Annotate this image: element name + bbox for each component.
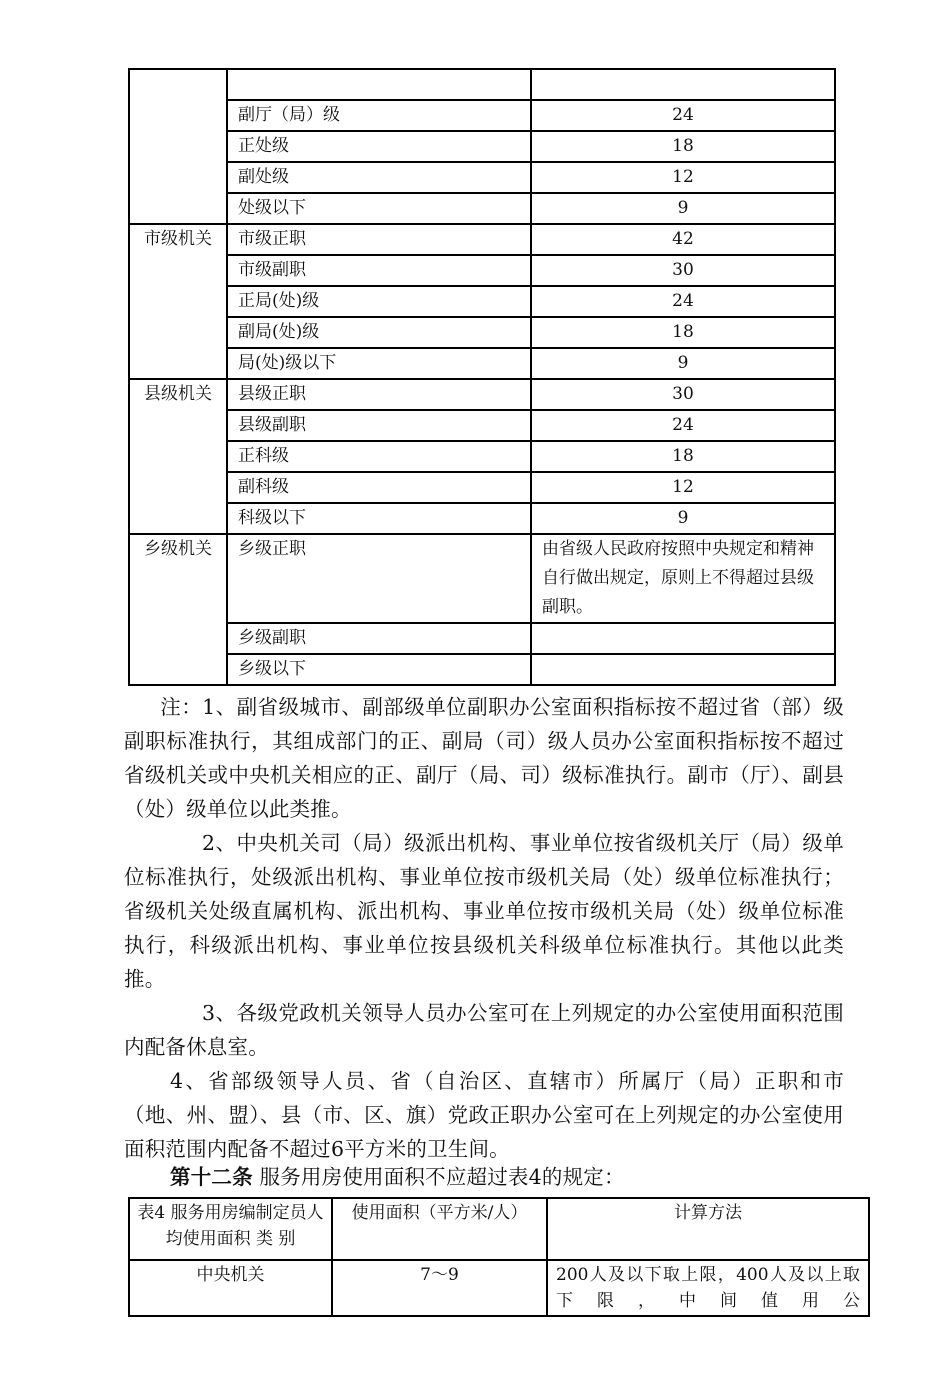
group-cell bbox=[129, 193, 227, 224]
area-note-cell: 由省级人民政府按照中央规定和精神自行做出规定，原则上不得超过县级副职。 bbox=[531, 534, 835, 623]
level-cell: 乡级正职 bbox=[227, 534, 531, 623]
level-cell: 副局(处)级 bbox=[227, 317, 531, 348]
group-cell bbox=[129, 131, 227, 162]
table-row bbox=[129, 255, 835, 286]
article-12 bbox=[124, 1160, 844, 1194]
level-cell: 县级副职 bbox=[227, 410, 531, 441]
note-1 bbox=[124, 690, 844, 826]
table-row bbox=[129, 162, 835, 193]
area-cell: 9 bbox=[531, 193, 835, 224]
level-cell: 市级副职 bbox=[227, 255, 531, 286]
group-cell bbox=[129, 162, 227, 193]
note-3-text: 3、各级党政机关领导人员办公室可在上列规定的办公室使用面积范围内配备休息室。 bbox=[124, 1001, 844, 1059]
group-cell bbox=[129, 69, 227, 100]
level-cell: 乡级副职 bbox=[227, 623, 531, 654]
table-row bbox=[129, 317, 835, 348]
area-cell: 24 bbox=[531, 286, 835, 317]
note-3 bbox=[124, 996, 844, 1064]
table-row bbox=[129, 410, 835, 441]
area-cell: 30 bbox=[531, 255, 835, 286]
table-row bbox=[129, 1260, 869, 1316]
area-cell: 42 bbox=[531, 224, 835, 255]
table-row bbox=[129, 286, 835, 317]
area-cell: 18 bbox=[531, 441, 835, 472]
area-cell bbox=[531, 654, 835, 685]
level-cell: 副科级 bbox=[227, 472, 531, 503]
article-label: 第十二条 bbox=[170, 1165, 253, 1189]
group-cell: 县级机关 bbox=[129, 379, 227, 410]
note-2 bbox=[124, 826, 844, 996]
service-room-table bbox=[128, 1197, 870, 1317]
level-cell: 副处级 bbox=[227, 162, 531, 193]
header-method: 计算方法 bbox=[547, 1198, 869, 1260]
group-cell bbox=[129, 100, 227, 131]
level-cell bbox=[227, 69, 531, 100]
area-cell: 24 bbox=[531, 100, 835, 131]
table-row bbox=[129, 623, 835, 654]
group-cell: 乡级机关 bbox=[129, 534, 227, 623]
group-cell bbox=[129, 623, 227, 654]
category-cell: 中央机关 bbox=[129, 1260, 332, 1316]
group-cell bbox=[129, 317, 227, 348]
office-area-table bbox=[128, 68, 836, 686]
group-cell bbox=[129, 503, 227, 534]
area-cell: 30 bbox=[531, 379, 835, 410]
note-2-text: 2、中央机关司（局）级派出机构、事业单位按省级机关厅（局）级单位标准执行，处级派出机构、事业单位按市级机关局（处）级单位标准执行；省级机关处级直属机构、派出机构、事业单位按市级机关局（处）级单位标准执行，科级派出机构、事业单位按县级机关科级单位标准执行。其他以此类推。 bbox=[124, 831, 844, 991]
level-cell: 副厅（局）级 bbox=[227, 100, 531, 131]
method-cell: 200人及以下取上限，400人及以上取 下 限 ， 中 间 值 用 公 bbox=[547, 1260, 869, 1316]
area-cell: 7～9 bbox=[332, 1260, 547, 1316]
table-row bbox=[129, 348, 835, 379]
group-cell bbox=[129, 286, 227, 317]
area-cell: 12 bbox=[531, 472, 835, 503]
area-cell bbox=[531, 69, 835, 100]
table-row bbox=[129, 100, 835, 131]
level-cell: 处级以下 bbox=[227, 193, 531, 224]
table-header-row bbox=[129, 1198, 869, 1260]
group-cell bbox=[129, 441, 227, 472]
area-cell: 18 bbox=[531, 131, 835, 162]
group-cell bbox=[129, 255, 227, 286]
area-cell: 18 bbox=[531, 317, 835, 348]
group-cell bbox=[129, 472, 227, 503]
table-row bbox=[129, 503, 835, 534]
note-1-text: 注：1、副省级城市、副部级单位副职办公室面积指标按不超过省（部）级副职标准执行，其组成部门的正、副局（司）级人员办公室面积指标按不超过省级机关或中央机关相应的正、副厅（局、司）级标准执行。副市（厅）、副县（处）级单位以此类推。 bbox=[124, 695, 845, 821]
level-cell: 乡级以下 bbox=[227, 654, 531, 685]
area-cell: 12 bbox=[531, 162, 835, 193]
area-cell: 24 bbox=[531, 410, 835, 441]
header-category: 表4 服务用房编制定员人均使用面积 类 别 bbox=[129, 1198, 332, 1260]
group-cell bbox=[129, 654, 227, 685]
article-text: 服务用房使用面积不应超过表4的规定： bbox=[259, 1165, 625, 1189]
group-cell: 市级机关 bbox=[129, 224, 227, 255]
table-row bbox=[129, 193, 835, 224]
table-row bbox=[129, 224, 835, 255]
area-cell: 9 bbox=[531, 348, 835, 379]
table-row bbox=[129, 534, 835, 623]
level-cell: 县级正职 bbox=[227, 379, 531, 410]
level-cell: 正局(处)级 bbox=[227, 286, 531, 317]
level-cell: 正科级 bbox=[227, 441, 531, 472]
table-row bbox=[129, 441, 835, 472]
header-area: 使用面积（平方米/人） bbox=[332, 1198, 547, 1260]
level-cell: 市级正职 bbox=[227, 224, 531, 255]
note-4-text: 4、省部级领导人员、省（自治区、直辖市）所属厅（局）正职和市（地、州、盟）、县（市、区、旗）党政正职办公室可在上列规定的办公室使用面积范围内配备不超过6平方米的卫生间。 bbox=[124, 1069, 844, 1161]
note-4 bbox=[124, 1064, 844, 1166]
level-cell: 正处级 bbox=[227, 131, 531, 162]
table-row bbox=[129, 654, 835, 685]
table-row bbox=[129, 69, 835, 100]
area-cell bbox=[531, 623, 835, 654]
table-row bbox=[129, 131, 835, 162]
level-cell: 局(处)级以下 bbox=[227, 348, 531, 379]
area-cell: 9 bbox=[531, 503, 835, 534]
level-cell: 科级以下 bbox=[227, 503, 531, 534]
group-cell bbox=[129, 348, 227, 379]
table-row bbox=[129, 379, 835, 410]
group-cell bbox=[129, 410, 227, 441]
table-row bbox=[129, 472, 835, 503]
